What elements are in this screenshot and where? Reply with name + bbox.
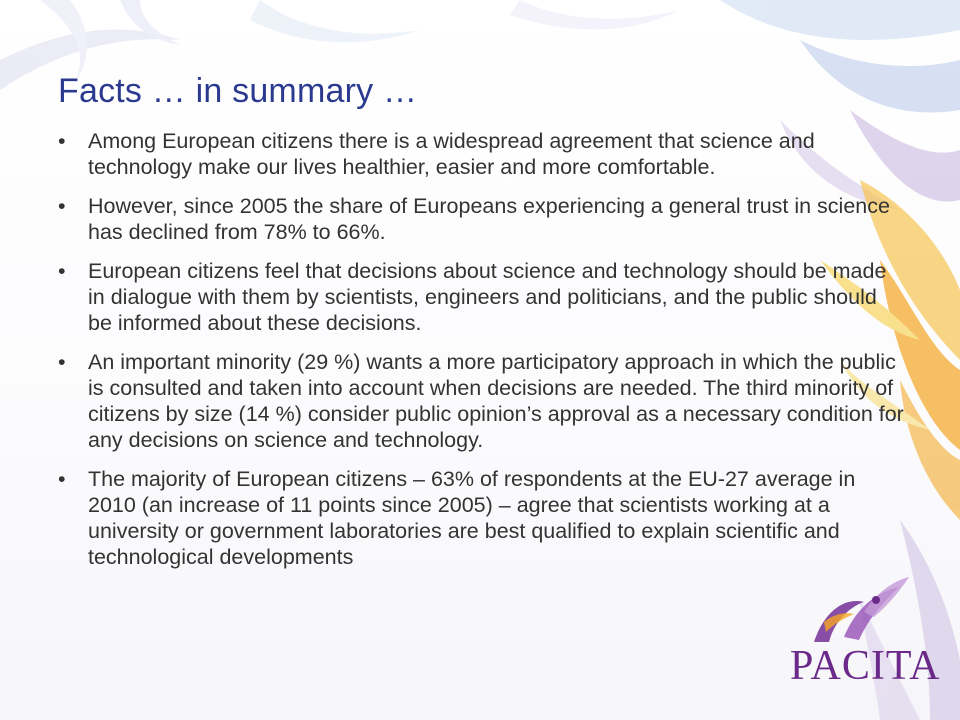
bullet-marker: • xyxy=(58,467,66,491)
list-item xyxy=(58,258,906,336)
list-item xyxy=(58,193,906,245)
decor-top-swoosh xyxy=(250,0,680,42)
bullet-text: An important minority (29 %) wants a more participatory approach in which the public is consulted and taken into account when decisions are needed. The third minority of citizens by size (14 %) consider public opinion’s approval as a necessary condition for any decisions on science and technology. xyxy=(88,350,904,452)
bullet-marker: • xyxy=(58,129,66,153)
bullet-marker: • xyxy=(58,350,66,374)
logo-wordmark: PACITA xyxy=(790,643,941,689)
list-item xyxy=(58,466,906,570)
bullet-list xyxy=(58,128,906,583)
slide-title: Facts … in summary … xyxy=(58,72,418,110)
dove-logo-icon xyxy=(804,572,914,652)
bullet-text: European citizens feel that decisions about science and technology should be made in dialogue with them by scientists, engineers and politicians, and the public should be informed about these decisions. xyxy=(88,259,887,335)
bullet-text: Among European citizens there is a widespread agreement that science and technology make our lives healthier, easier and more comfortable. xyxy=(88,129,815,179)
list-item xyxy=(58,349,906,453)
bullet-marker: • xyxy=(58,259,66,283)
bullet-text: The majority of European citizens – 63% of respondents at the EU-27 average in 2010 (an increase of 11 points since 2005) – agree that scientists working at a university or government laboratories are best qualified to explain scientific and technological developments xyxy=(88,467,856,569)
list-item xyxy=(58,128,906,180)
bullet-text: However, since 2005 the share of Europeans experiencing a general trust in science has declined from 78% to 66%. xyxy=(88,194,890,244)
pacita-logo xyxy=(780,572,941,692)
bullet-marker: • xyxy=(58,194,66,218)
